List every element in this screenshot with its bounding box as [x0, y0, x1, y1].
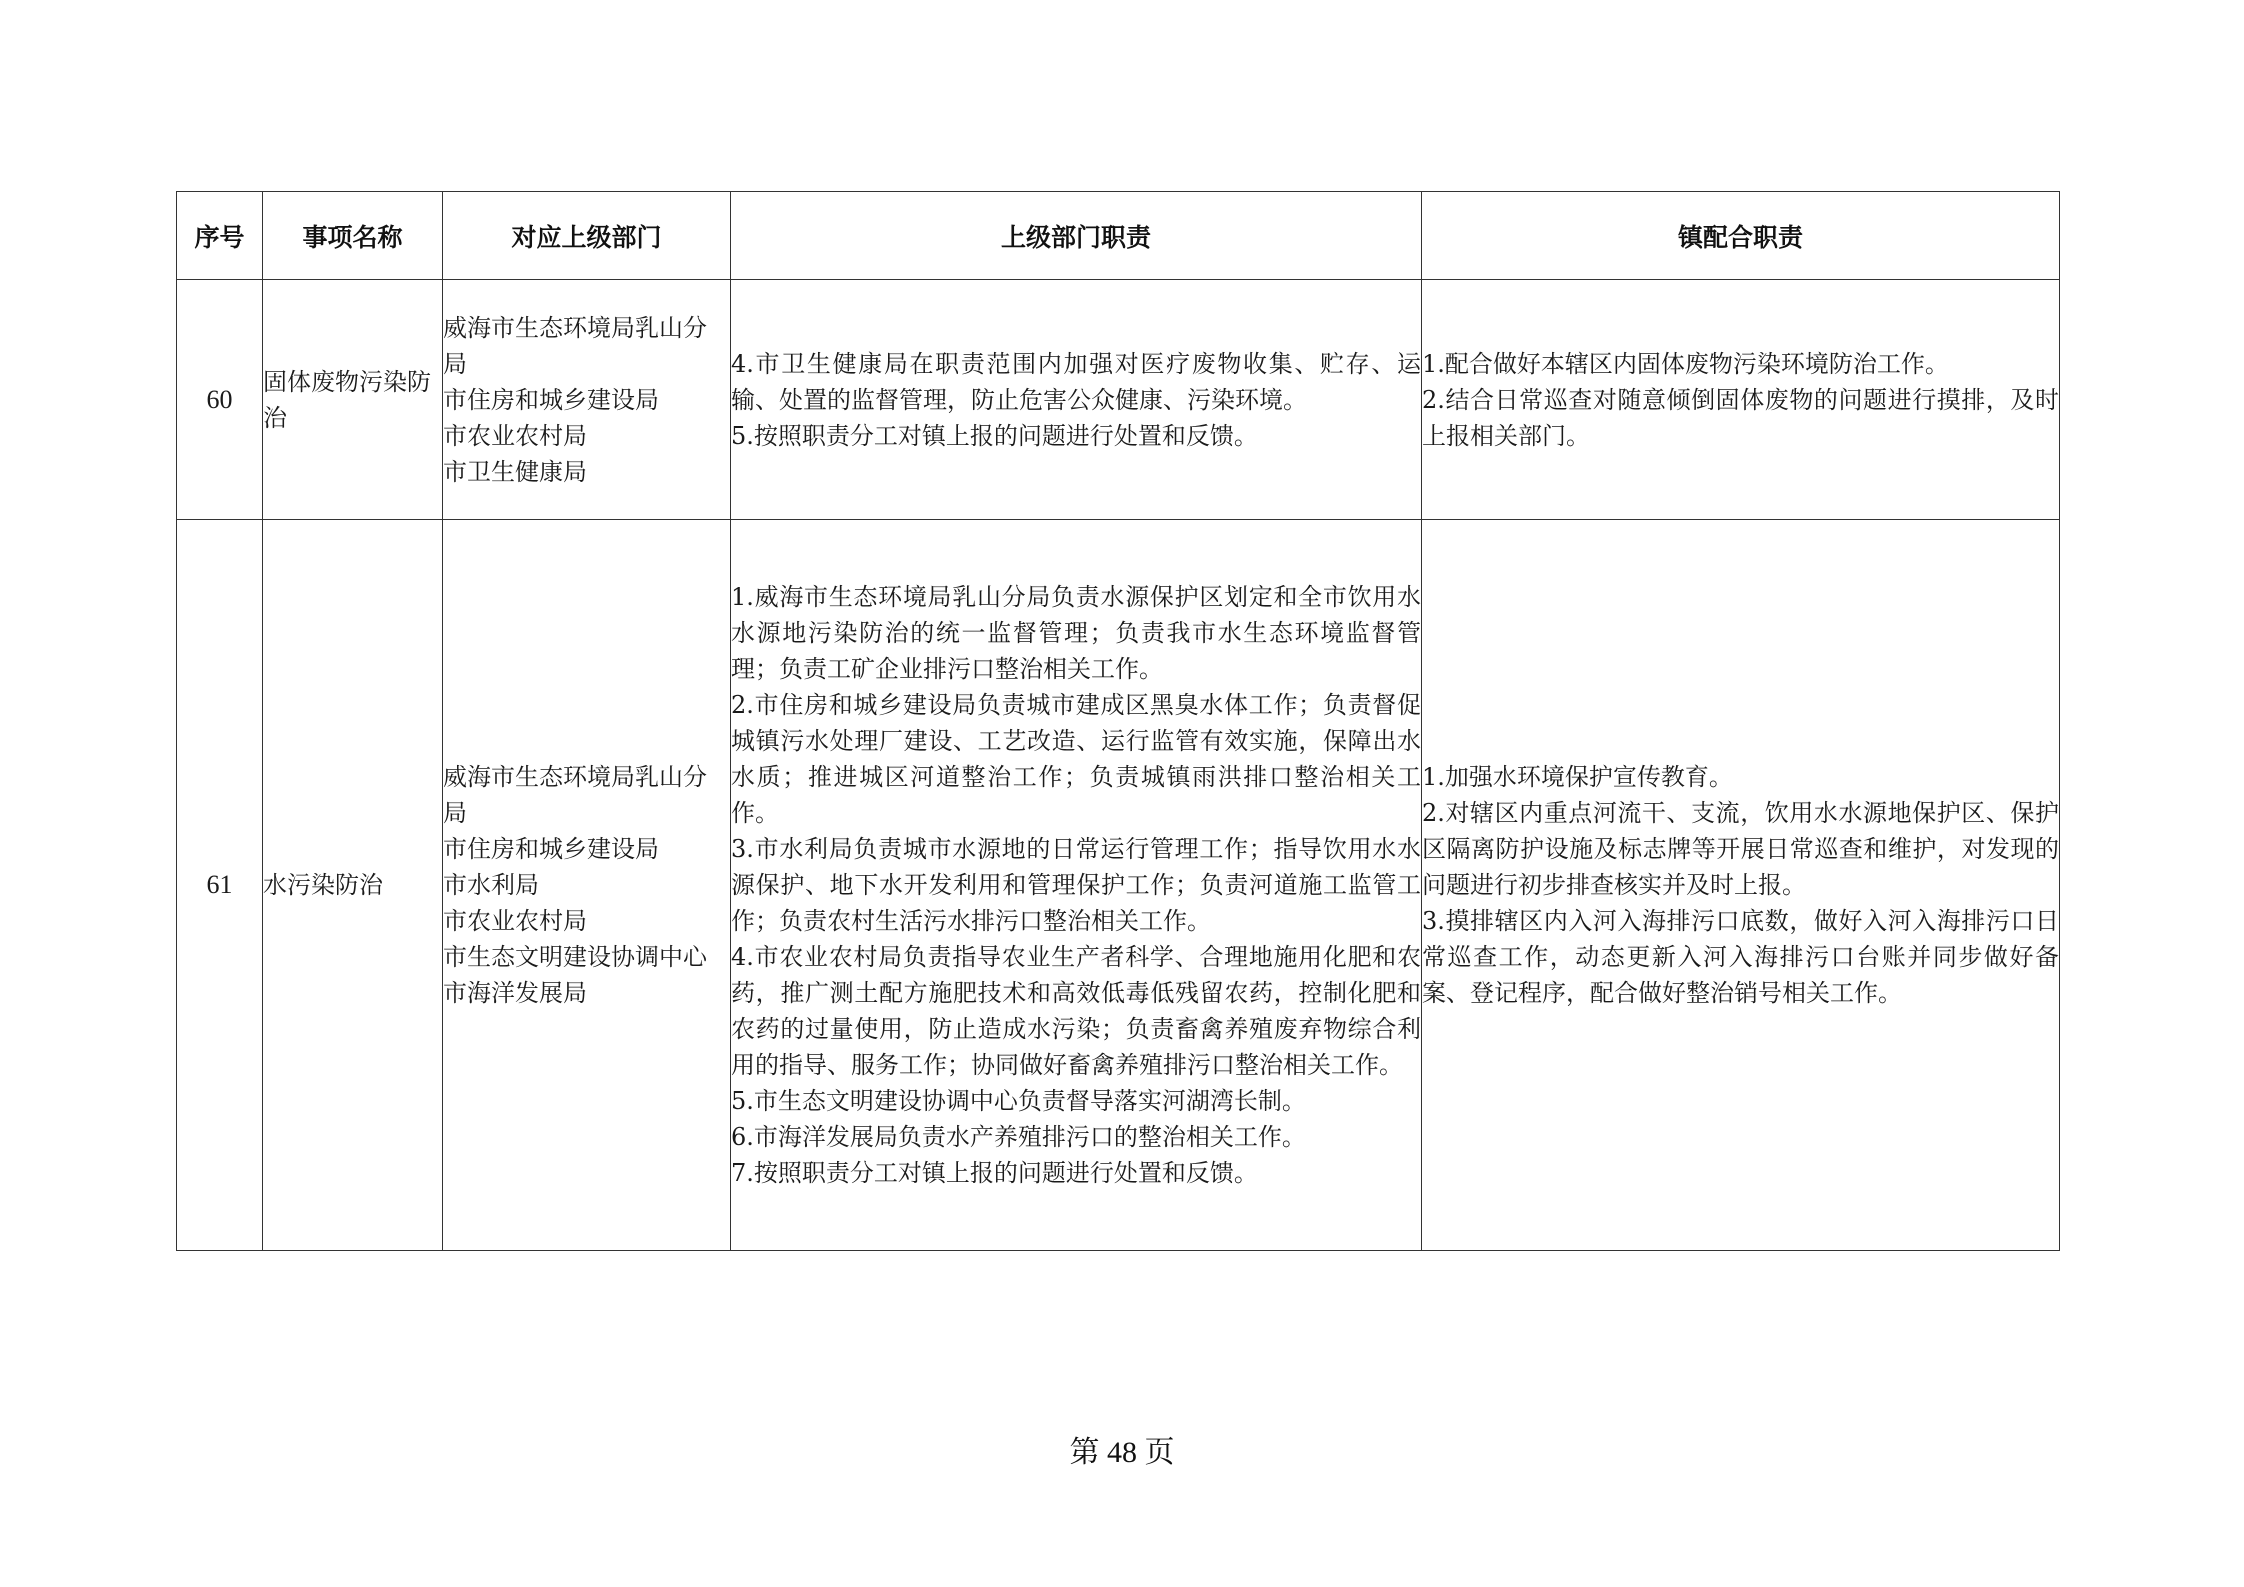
row-town-duties — [1422, 280, 2060, 520]
upper-duty-item: 5.按照职责分工对镇上报的问题进行处置和反馈。 — [731, 421, 1258, 450]
town-duty-item: 3.摸排辖区内入河入海排污口底数，做好入河入海排污口日常巡查工作，动态更新入河入海排污口台账并同步做好备案、登记程序，配合做好整治销号相关工作。 — [1422, 907, 2059, 1007]
header-seq: 序号 — [177, 192, 263, 280]
duty-table — [176, 191, 2060, 1251]
header-name: 事项名称 — [263, 192, 443, 280]
upper-duty-item: 2.市住房和城乡建设局负责城市建成区黑臭水体工作；负责督促城镇污水处理厂建设、工艺改造、运行监管有效实施，保障出水水质；推进城区河道整治工作；负责城镇雨洪排口整治相关工作。 — [731, 691, 1421, 827]
row-upper-duties — [731, 280, 1422, 520]
dept-item: 市水利局 — [443, 871, 539, 899]
dept-item: 威海市生态环境局乳山分局 — [443, 763, 707, 827]
town-duty-item: 2.对辖区内重点河流干、支流，饮用水水源地保护区、保护区隔离防护设施及标志牌等开展日常巡查和维护，对发现的问题进行初步排查核实并及时上报。 — [1422, 799, 2059, 899]
dept-item: 市农业农村局 — [443, 907, 587, 935]
dept-item: 市生态文明建设协调中心 — [443, 943, 707, 971]
upper-duty-item: 4.市卫生健康局在职责范围内加强对医疗废物收集、贮存、运输、处置的监督管理，防止危害公众健康、污染环境。 — [731, 349, 1421, 414]
dept-item: 市农业农村局 — [443, 421, 587, 450]
upper-duty-item: 1.威海市生态环境局乳山分局负责水源保护区划定和全市饮用水水源地污染防治的统一监督管理；负责我市水生态环境监督管理；负责工矿企业排污口整治相关工作。 — [731, 583, 1421, 683]
upper-duty-item: 4.市农业农村局负责指导农业生产者科学、合理地施用化肥和农药，推广测土配方施肥技术和高效低毒低残留农药，控制化肥和农药的过量使用，防止造成水污染；负责畜禽养殖废弃物综合利用的指导、服务工作；协同做好畜禽养殖排污口整治相关工作。 — [731, 943, 1421, 1079]
row-item-name: 水污染防治 — [263, 520, 443, 1251]
upper-duty-item: 7.按照职责分工对镇上报的问题进行处置和反馈。 — [731, 1159, 1258, 1187]
row-seq: 61 — [177, 520, 263, 1251]
table-row — [177, 520, 2060, 1251]
town-duty-item: 1.配合做好本辖区内固体废物污染环境防治工作。 — [1422, 349, 1949, 378]
row-depts — [443, 280, 731, 520]
town-duty-item: 1.加强水环境保护宣传教育。 — [1422, 763, 1733, 791]
row-seq: 60 — [177, 280, 263, 520]
row-depts — [443, 520, 731, 1251]
dept-item: 威海市生态环境局乳山分局 — [443, 313, 707, 378]
row-town-duties — [1422, 520, 2060, 1251]
dept-item: 市住房和城乡建设局 — [443, 835, 659, 863]
town-duty-item: 2.结合日常巡查对随意倾倒固体废物的问题进行摸排，及时上报相关部门。 — [1422, 385, 2059, 450]
upper-duty-item: 5.市生态文明建设协调中心负责督导落实河湖湾长制。 — [731, 1087, 1306, 1115]
table-row — [177, 280, 2060, 520]
dept-item: 市住房和城乡建设局 — [443, 385, 659, 414]
header-town-duties: 镇配合职责 — [1422, 192, 2060, 280]
row-item-name: 固体废物污染防治 — [263, 280, 443, 520]
upper-duty-item: 3.市水利局负责城市水源地的日常运行管理工作；指导饮用水水源保护、地下水开发利用和管理保护工作；负责河道施工监管工作；负责农村生活污水排污口整治相关工作。 — [731, 835, 1421, 935]
upper-duty-item: 6.市海洋发展局负责水产养殖排污口的整治相关工作。 — [731, 1123, 1306, 1151]
dept-item: 市卫生健康局 — [443, 457, 587, 486]
page-number: 第 48 页 — [1069, 1436, 1175, 1469]
header-upper-duties: 上级部门职责 — [731, 192, 1422, 280]
table-header-row — [177, 192, 2060, 280]
row-upper-duties — [731, 520, 1422, 1251]
dept-item: 市海洋发展局 — [443, 979, 587, 1007]
header-dept: 对应上级部门 — [443, 192, 731, 280]
